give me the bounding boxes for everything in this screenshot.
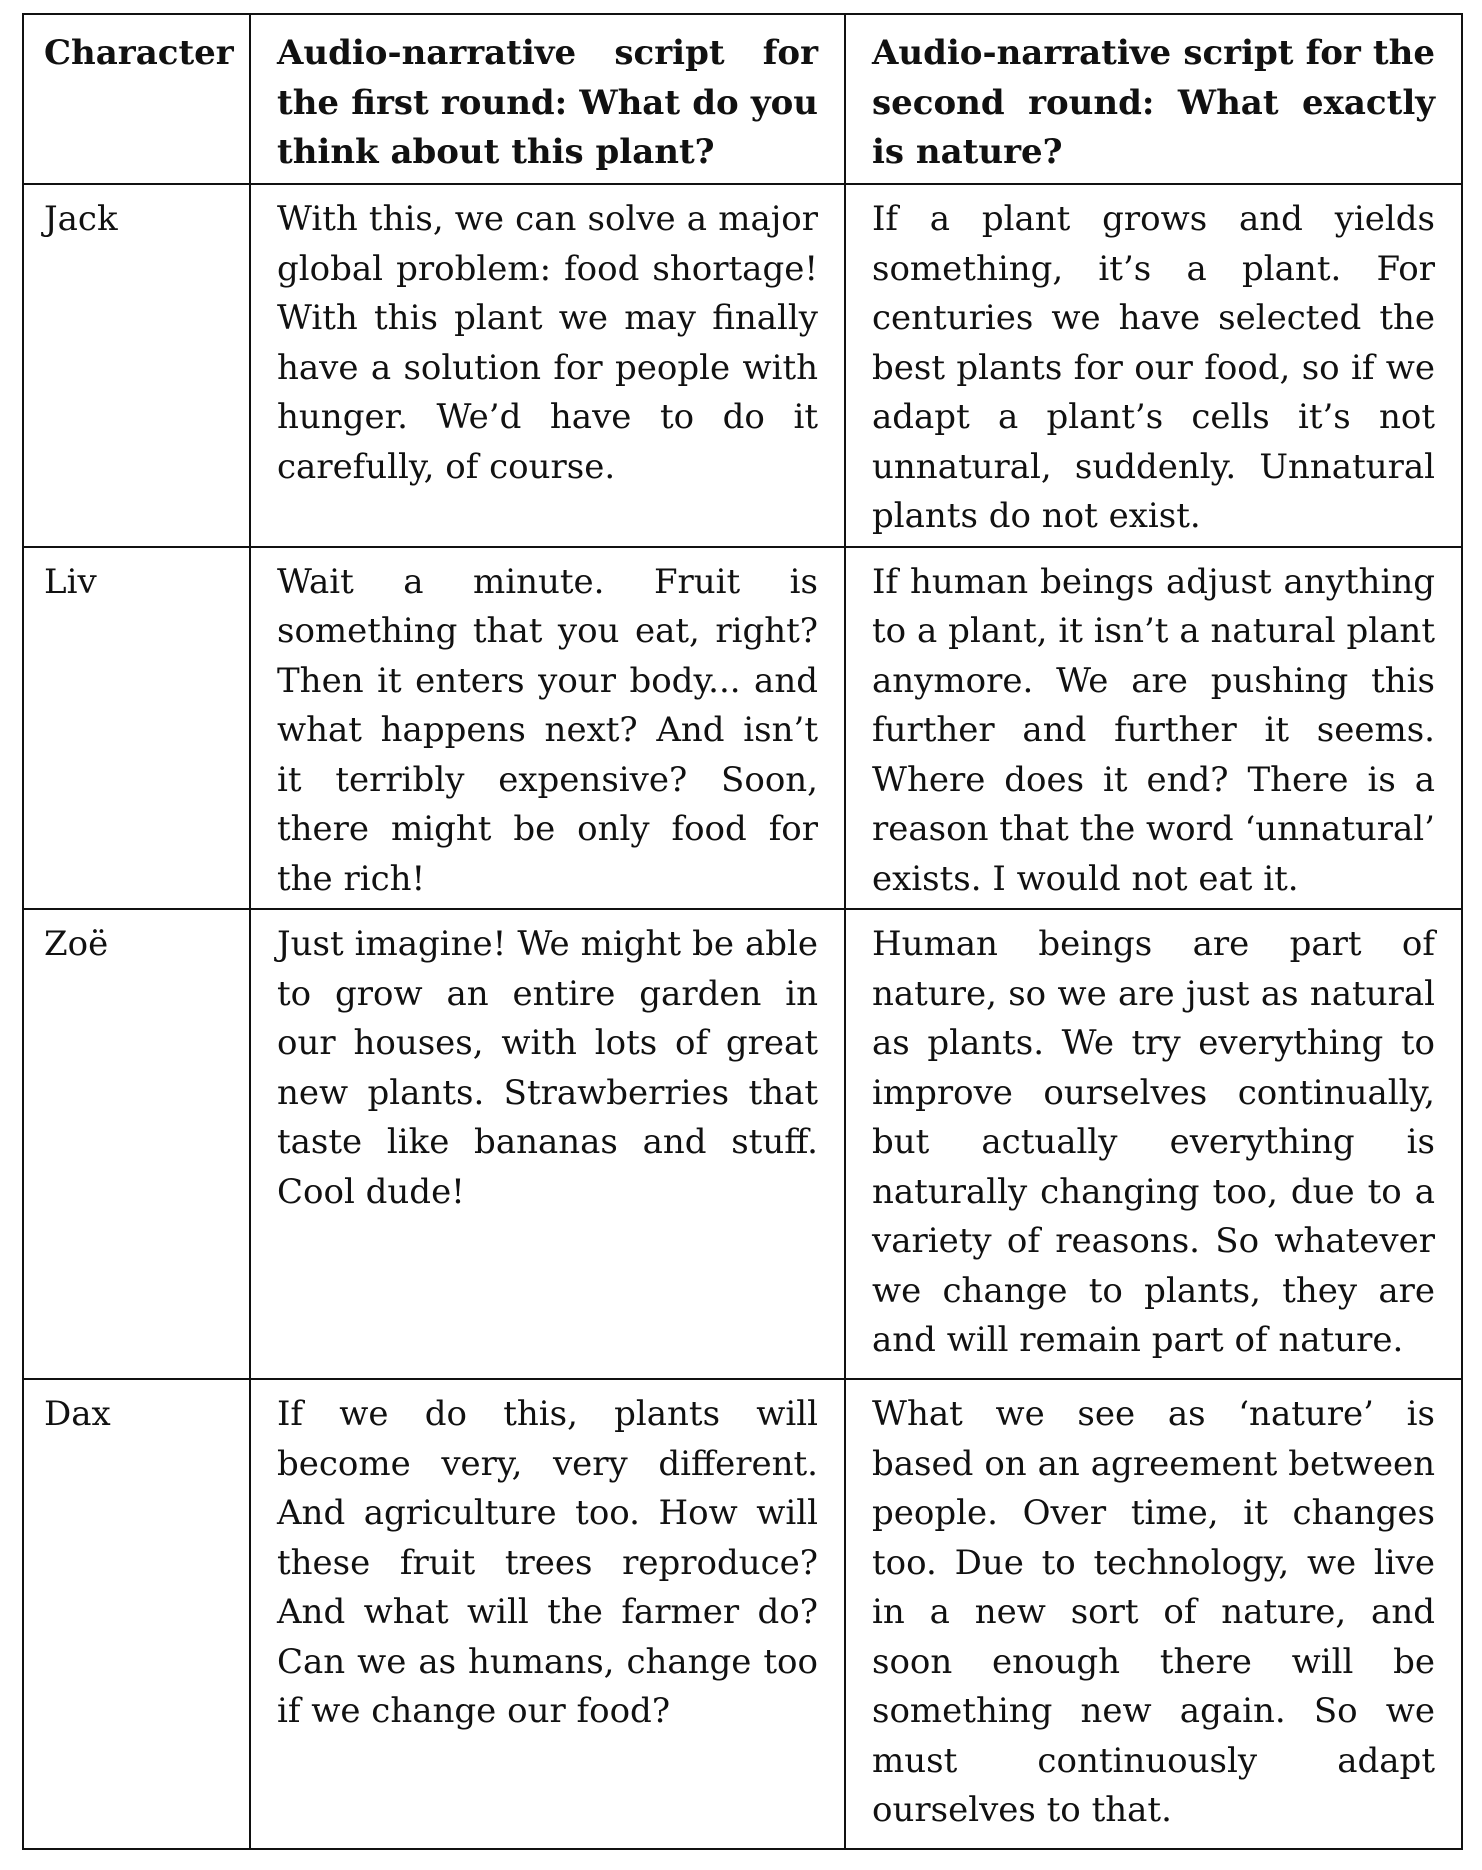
- round-2-script: What we see as ‘nature’ is based on an agreement between people. Over time, it changes too. Due to technology, we live in a new sort of nature, and soon enough there will be something new again. So we must continuously adapt ourselves to that.: [845, 1379, 1462, 1849]
- header-round-1: Audio-narrative script for the first round: What do you think about this plant?: [250, 14, 845, 184]
- character-name: Dax: [23, 1379, 250, 1849]
- character-name: Zoë: [23, 909, 250, 1379]
- round-1-script: If we do this, plants will become very, very different. And agriculture too. How will these fruit trees reproduce? And what will the farmer do? Can we as humans, change too if we change our food?: [250, 1379, 845, 1849]
- round-1-script: Wait a minute. Fruit is something that you eat, right? Then it enters your body... and what happens next? And isn’t it terribly expensive? Soon, there might be only food for the rich!: [250, 547, 845, 910]
- character-name: Jack: [23, 184, 250, 547]
- table-row: [23, 909, 1462, 1379]
- table-row: [23, 547, 1462, 910]
- round-2-script: Human beings are part of nature, so we are just as natural as plants. We try everything to improve ourselves continually, but actually everything is naturally changing too, due to a variety of reasons. So whatever we change to plants, they are and will remain part of nature.: [845, 909, 1462, 1379]
- table-header: [23, 14, 1462, 184]
- round-2-script: If a plant grows and yields something, it’s a plant. For centuries we have selected the best plants for our food, so if we adapt a plant’s cells it’s not unnatural, suddenly. Unnatural plants do not exist.: [845, 184, 1462, 547]
- table-row: [23, 1379, 1462, 1849]
- table-body: [23, 184, 1462, 1849]
- round-1-script: With this, we can solve a major global problem: food shortage! With this plant we may finally have a solution for people with hunger. We’d have to do it carefully, of course.: [250, 184, 845, 547]
- script-table: [22, 13, 1463, 1850]
- header-row: [23, 14, 1462, 184]
- round-2-script: If human beings adjust anything to a plant, it isn’t a natural plant anymore. We are pushing this further and further it seems. Where does it end? There is a reason that the word ‘unnatural’ exists. I would not eat it.: [845, 547, 1462, 910]
- header-round-2: Audio-narrative script for the second round: What exactly is nature?: [845, 14, 1462, 184]
- character-name: Liv: [23, 547, 250, 910]
- table-row: [23, 184, 1462, 547]
- header-character: Character: [23, 14, 250, 184]
- round-1-script: Just imagine! We might be able to grow an entire garden in our houses, with lots of great new plants. Strawberries that taste like bananas and stuff. Cool dude!: [250, 909, 845, 1379]
